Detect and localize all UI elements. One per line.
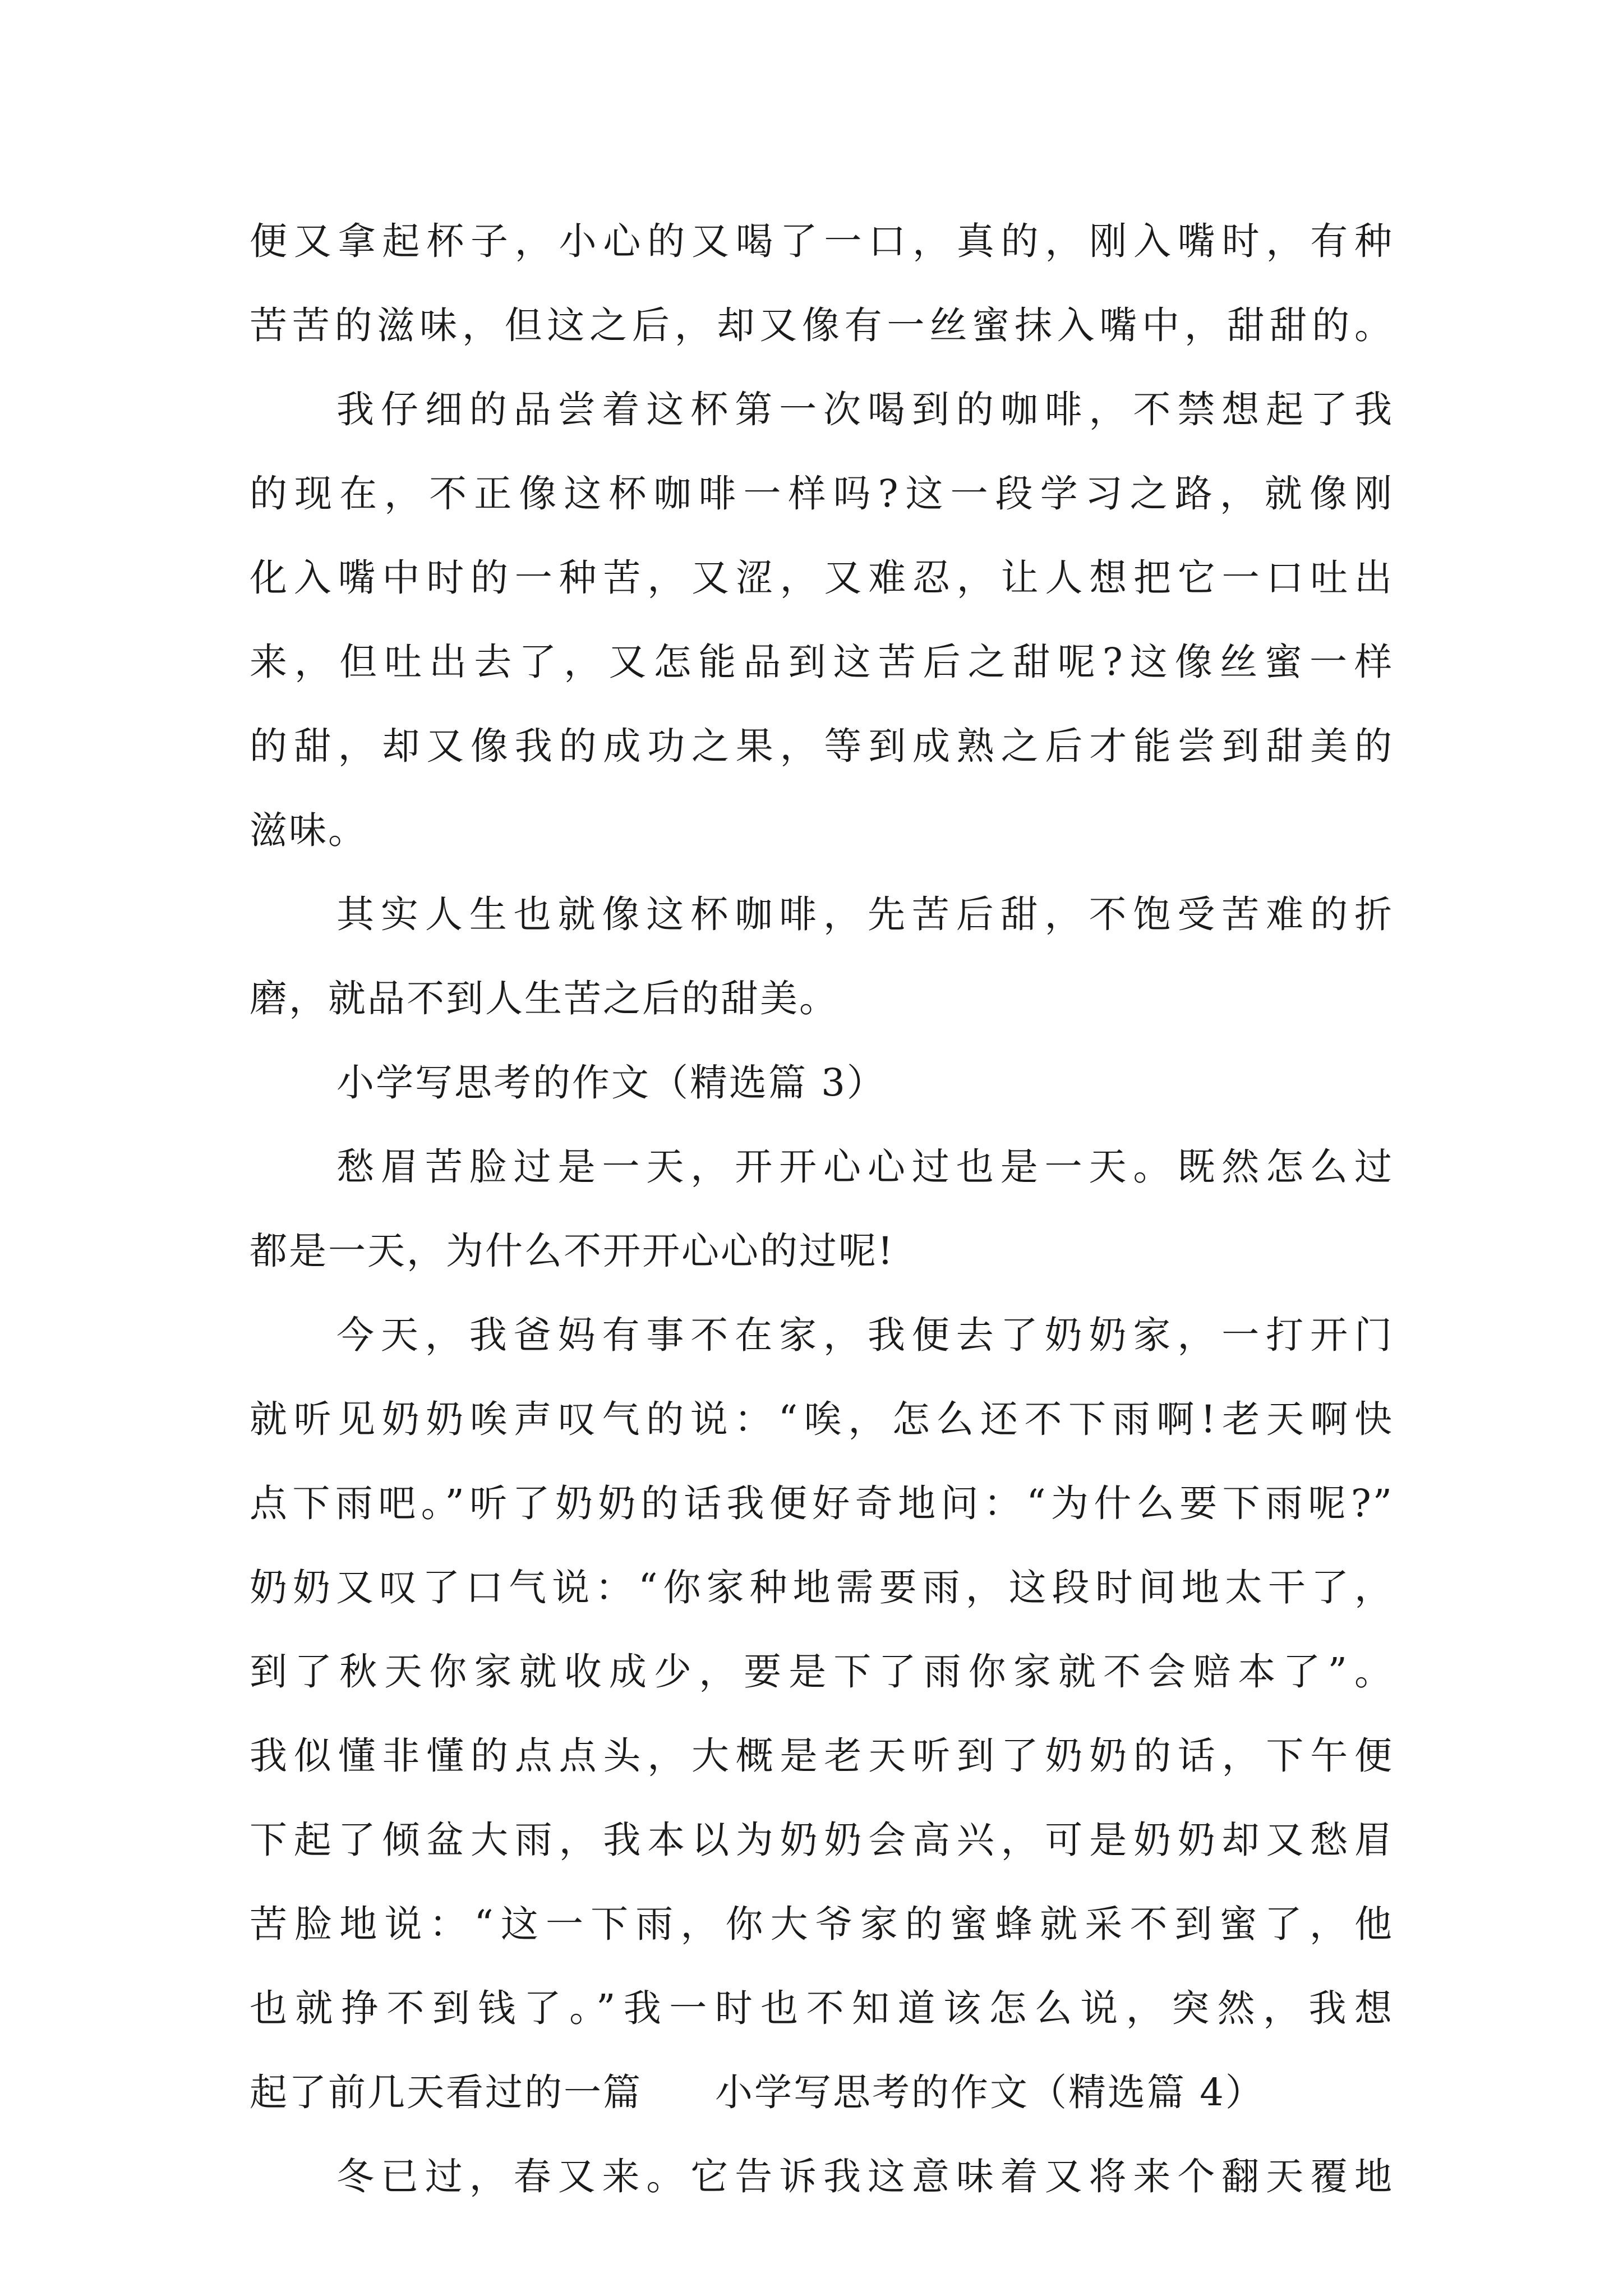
text-line: 的现在，不正像这杯咖啡一样吗?这一段学习之路，就像刚 — [250, 472, 1394, 516]
text-line: 今天，我爸妈有事不在家，我便去了奶奶家，一打开门 — [336, 1313, 1394, 1357]
text-fragment: 起了前几天看过的一篇 — [250, 2070, 642, 2114]
text-line: 便又拿起杯子，小心的又喝了一口，真的，刚入嘴时，有种 — [250, 219, 1394, 263]
text-line: 下起了倾盆大雨，我本以为奶奶会高兴，可是奶奶却又愁眉 — [250, 1818, 1394, 1862]
text-line: 滋味。 — [250, 808, 367, 852]
text-line: 点下雨吧。”听了奶奶的话我便好奇地问：“为什么要下雨呢?” — [250, 1481, 1394, 1525]
text-line: 我仔细的品尝着这杯第一次喝到的咖啡，不禁想起了我 — [336, 388, 1394, 431]
text-line: 磨，就品不到人生苦之后的甜美。 — [250, 977, 838, 1020]
text-line: 也就挣不到钱了。”我一时也不知道该怎么说，突然，我想 — [250, 1986, 1394, 2030]
text-line: 苦脸地说：“这一下雨，你大爷家的蜜蜂就采不到蜜了，他 — [250, 1902, 1394, 1946]
text-line-with-heading — [250, 2059, 1394, 2126]
text-line: 奶奶又叹了口气说：“你家种地需要雨，这段时间地太干了， — [250, 1566, 1394, 1609]
section-heading: 小学写思考的作文（精选篇 3） — [336, 1061, 886, 1105]
section-heading: 小学写思考的作文（精选篇 4） — [715, 2070, 1265, 2114]
text-line: 化入嘴中时的一种苦，又涩，又难忍，让人想把它一口吐出 — [250, 556, 1394, 600]
text-line: 苦苦的滋味，但这之后，却又像有一丝蜜抹入嘴中，甜甜的。 — [250, 303, 1394, 347]
text-line: 来，但吐出去了，又怎能品到这苦后之甜呢?这像丝蜜一样 — [250, 640, 1394, 684]
text-line: 其实人生也就像这杯咖啡，先苦后甜，不饱受苦难的折 — [336, 892, 1394, 936]
text-line: 就听见奶奶唉声叹气的说：“唉，怎么还不下雨啊!老天啊快 — [250, 1397, 1394, 1441]
text-line: 愁眉苦脸过是一天，开开心心过也是一天。既然怎么过 — [336, 1145, 1394, 1189]
text-line: 都是一天，为什么不开开心心的过呢! — [250, 1229, 895, 1273]
text-line: 到了秋天你家就收成少，要是下了雨你家就不会赔本了”。 — [250, 1650, 1394, 1694]
text-line: 我似懂非懂的点点头，大概是老天听到了奶奶的话，下午便 — [250, 1734, 1394, 1778]
text-line: 冬已过，春又来。它告诉我这意味着又将来个翻天覆地 — [336, 2155, 1394, 2198]
text-line: 的甜，却又像我的成功之果，等到成熟之后才能尝到甜美的 — [250, 724, 1394, 768]
